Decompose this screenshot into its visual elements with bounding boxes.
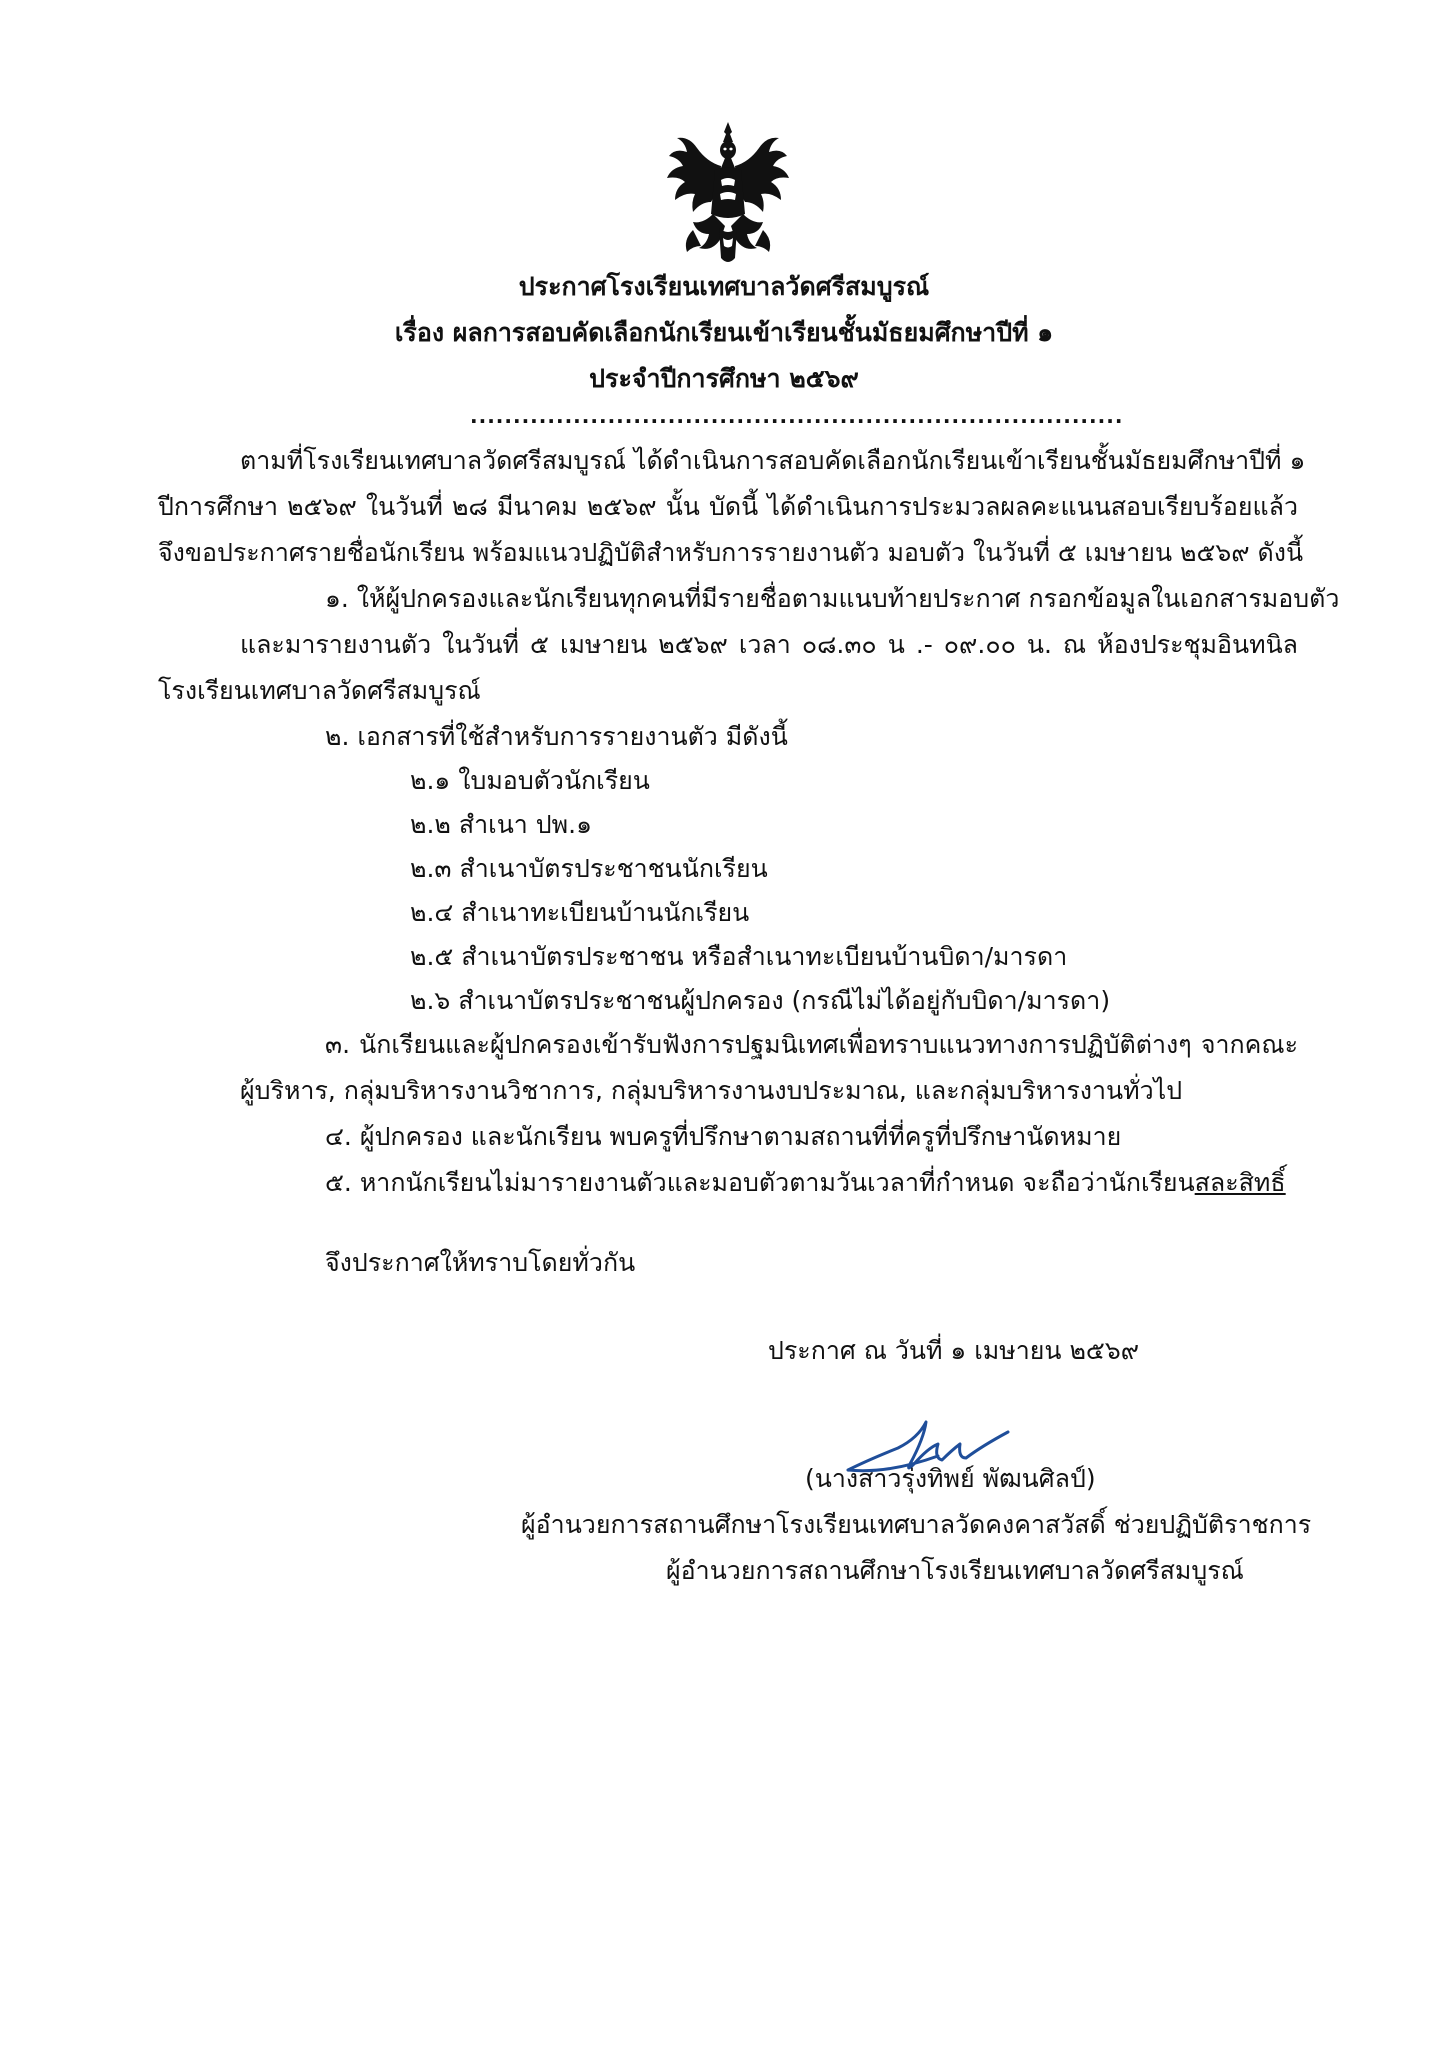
document-item: ๒.๒ สำเนา ปพ.๑ [410,810,592,839]
item-5 [325,1166,1286,1200]
announcement-title: ประกาศโรงเรียนเทศบาลวัดศรีสมบูรณ์ [518,272,930,301]
item-3-line-2: ผู้บริหาร, กลุ่มบริหารงานวิชาการ, กลุ่มบริหารงานงบประมาณ, และกลุ่มบริหารงานทั่วไป [240,1076,1183,1105]
signer-position-line-1: ผู้อำนวยการสถานศึกษาโรงเรียนเทศบาลวัดคงคาสวัสดิ์ ช่วยปฏิบัติราชการ [521,1510,1312,1539]
item-5-text: ๕. หากนักเรียนไม่มารายงานตัวและมอบตัวตามวันเวลาที่กำหนด จะถือว่านักเรียน [325,1168,1195,1197]
title-separator: ............................................................................ [470,404,1124,428]
intro-line-1: ตามที่โรงเรียนเทศบาลวัดศรีสมบูรณ์ ได้ดำเนินการสอบคัดเลือกนักเรียนเข้าเรียนชั้นมัธยมศึกษาปีที่ ๑ [240,446,1306,475]
document-item: ๒.๖ สำเนาบัตรประชาชนผู้ปกครอง (กรณีไม่ได้อยู่กับบิดา/มารดา) [410,986,1111,1015]
item-1-line-1: ๑. ให้ผู้ปกครองและนักเรียนทุกคนที่มีรายชื่อตามแนบท้ายประกาศ กรอกข้อมูลในเอกสารมอบตัว [325,584,1340,613]
item-4: ๔. ผู้ปกครอง และนักเรียน พบครูที่ปรึกษาตามสถานที่ที่ครูที่ปรึกษานัดหมาย [325,1122,1122,1151]
forfeit-rights-text: สละสิทธิ์ [1194,1168,1286,1197]
signer-name: (นางสาวรุ่งทิพย์ พัฒนศิลป์) [805,1464,1096,1493]
announcement-subject: เรื่อง ผลการสอบคัดเลือกนักเรียนเข้าเรียนชั้นมัธยมศึกษาปีที่ ๑ [394,318,1054,347]
item-2-heading: ๒. เอกสารที่ใช้สำหรับการรายงานตัว มีดังนี้ [325,722,788,751]
document-item: ๒.๓ สำเนาบัตรประชาชนนักเรียน [410,854,768,883]
item-1-line-3: โรงเรียนเทศบาลวัดศรีสมบูรณ์ [158,676,481,705]
intro-line-2: ปีการศึกษา ๒๕๖๙ ในวันที่ ๒๘ มีนาคม ๒๕๖๙ นั้น บัดนี้ ได้ดำเนินการประมวลผลคะแนนสอบเรียบร้อยแล้ว [158,492,1298,521]
document-item: ๒.๑ ใบมอบตัวนักเรียน [410,766,650,795]
academic-year: ประจำปีการศึกษา ๒๕๖๙ [589,364,859,393]
garuda-emblem-icon [663,118,793,270]
document-item: ๒.๔ สำเนาทะเบียนบ้านนักเรียน [410,898,750,927]
announcement-date: ประกาศ ณ วันที่ ๑ เมษายน ๒๕๖๙ [768,1336,1140,1365]
closing-statement: จึงประกาศให้ทราบโดยทั่วกัน [325,1248,636,1277]
item-1-line-2: และมารายงานตัว ในวันที่ ๕ เมษายน ๒๕๖๙ เวลา ๐๘.๓๐ น .- ๐๙.๐๐ น. ณ ห้องประชุมอินทนิล [240,630,1298,659]
signer-position-line-2: ผู้อำนวยการสถานศึกษาโรงเรียนเทศบาลวัดศรีสมบูรณ์ [666,1556,1244,1585]
intro-line-3: จึงขอประกาศรายชื่อนักเรียน พร้อมแนวปฏิบัติสำหรับการรายงานตัว มอบตัว ในวันที่ ๕ เมษายน ๒๕๖๙ ดังนี้ [158,538,1304,567]
item-3-line-1: ๓. นักเรียนและผู้ปกครองเข้ารับฟังการปฐมนิเทศเพื่อทราบแนวทางการปฏิบัติต่างๆ จากคณะ [325,1030,1298,1059]
document-item: ๒.๕ สำเนาบัตรประชาชน หรือสำเนาทะเบียนบ้านบิดา/มารดา [410,942,1068,971]
